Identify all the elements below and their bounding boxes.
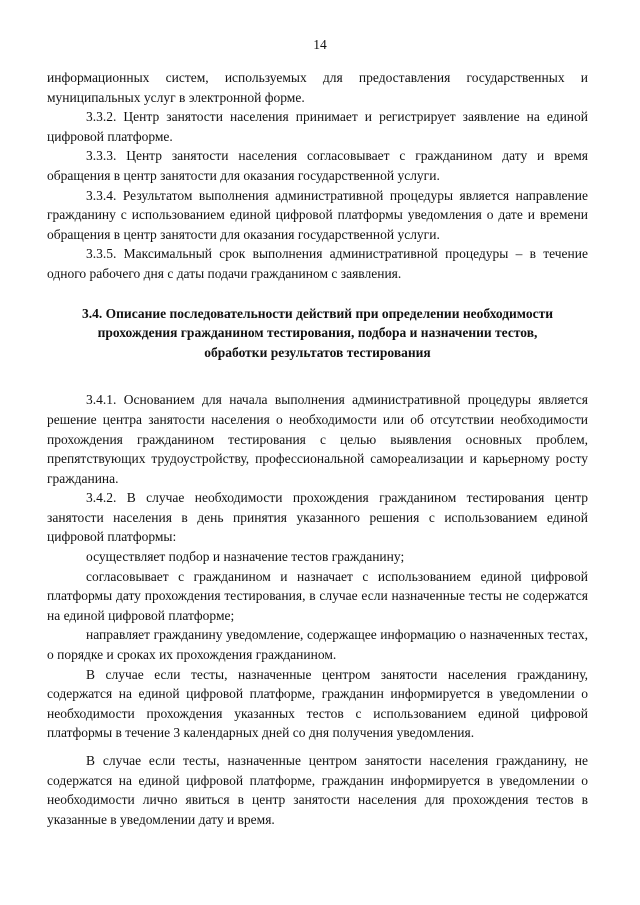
page-number: 14 bbox=[313, 37, 327, 52]
paragraph-3-3-2: 3.3.2. Центр занятости населения принимает и регистрирует заявление на единой цифровой платформе. bbox=[47, 109, 588, 144]
document-body bbox=[47, 68, 588, 829]
paragraph-item: согласовывает с гражданином и назначает с использованием единой цифровой платформы дату прохождения тестирования, в случае если назначенные тесты не содержатся на единой цифровой платформе; bbox=[47, 568, 588, 623]
paragraph-item: направляет гражданину уведомление, содержащее информацию о назначенных тестах, о порядке и сроках их прохождения гражданином. bbox=[47, 627, 588, 663]
paragraph: В случае если тесты, назначенные центром занятости населения гражданину, содержатся на единой цифровой платформе, гражданин информируется в уведомлении о необходимости прохождения указанных тестов с использованием единой цифровой платформы в течение 3 календарных дней со дня получения уведомления. bbox=[47, 666, 588, 741]
paragraph-3-3-5: 3.3.5. Максимальный срок выполнения административной процедуры – в течение одного рабочего дня с даты подачи гражданином с заявления. bbox=[47, 246, 588, 281]
paragraph-3-4-2: 3.4.2. В случае необходимости прохождения гражданином тестирования центр занятости населения в день принятия указанного решения с использованием единой цифровой платформы: bbox=[47, 490, 588, 545]
paragraph-3-3-4: 3.3.4. Результатом выполнения административной процедуры является направление гражданину с использованием единой цифровой платформы уведомления о дате и времени обращения в центр занятости для оказания государственной услуги. bbox=[47, 187, 588, 242]
paragraph: информационных систем, используемых для предоставления государственных и муниципальных услуг в электронной форме. bbox=[47, 70, 588, 105]
paragraph-item: осуществляет подбор и назначение тестов гражданину; bbox=[86, 549, 405, 565]
paragraph: В случае если тесты, назначенные центром занятости населения гражданину, не содержатся на единой цифровой платформе, гражданин информируется в уведомлении о необходимости лично явиться в центр занятости населения для прохождения тестов в указанные в уведомлении дату и время. bbox=[47, 753, 588, 827]
paragraph-3-3-3: 3.3.3. Центр занятости населения согласовывает с гражданином дату и время обращения в центр занятости для оказания государственной услуги. bbox=[47, 148, 588, 183]
section-heading: 3.4. Описание последовательности действий при определении необходимости прохождения гражданином тестирования, подбора и назначении тестов, обработки результатов тестирования bbox=[82, 305, 553, 360]
paragraph-3-4-1: 3.4.1. Основанием для начала выполнения административной процедуры является решение центра занятости населения о необходимости или об отсутствии необходимости прохождения гражданином тестирования с целью выявления основных проблем, препятствующих трудоустройству, профессиональной самореализации и карьерному росту гражданина. bbox=[47, 392, 588, 486]
